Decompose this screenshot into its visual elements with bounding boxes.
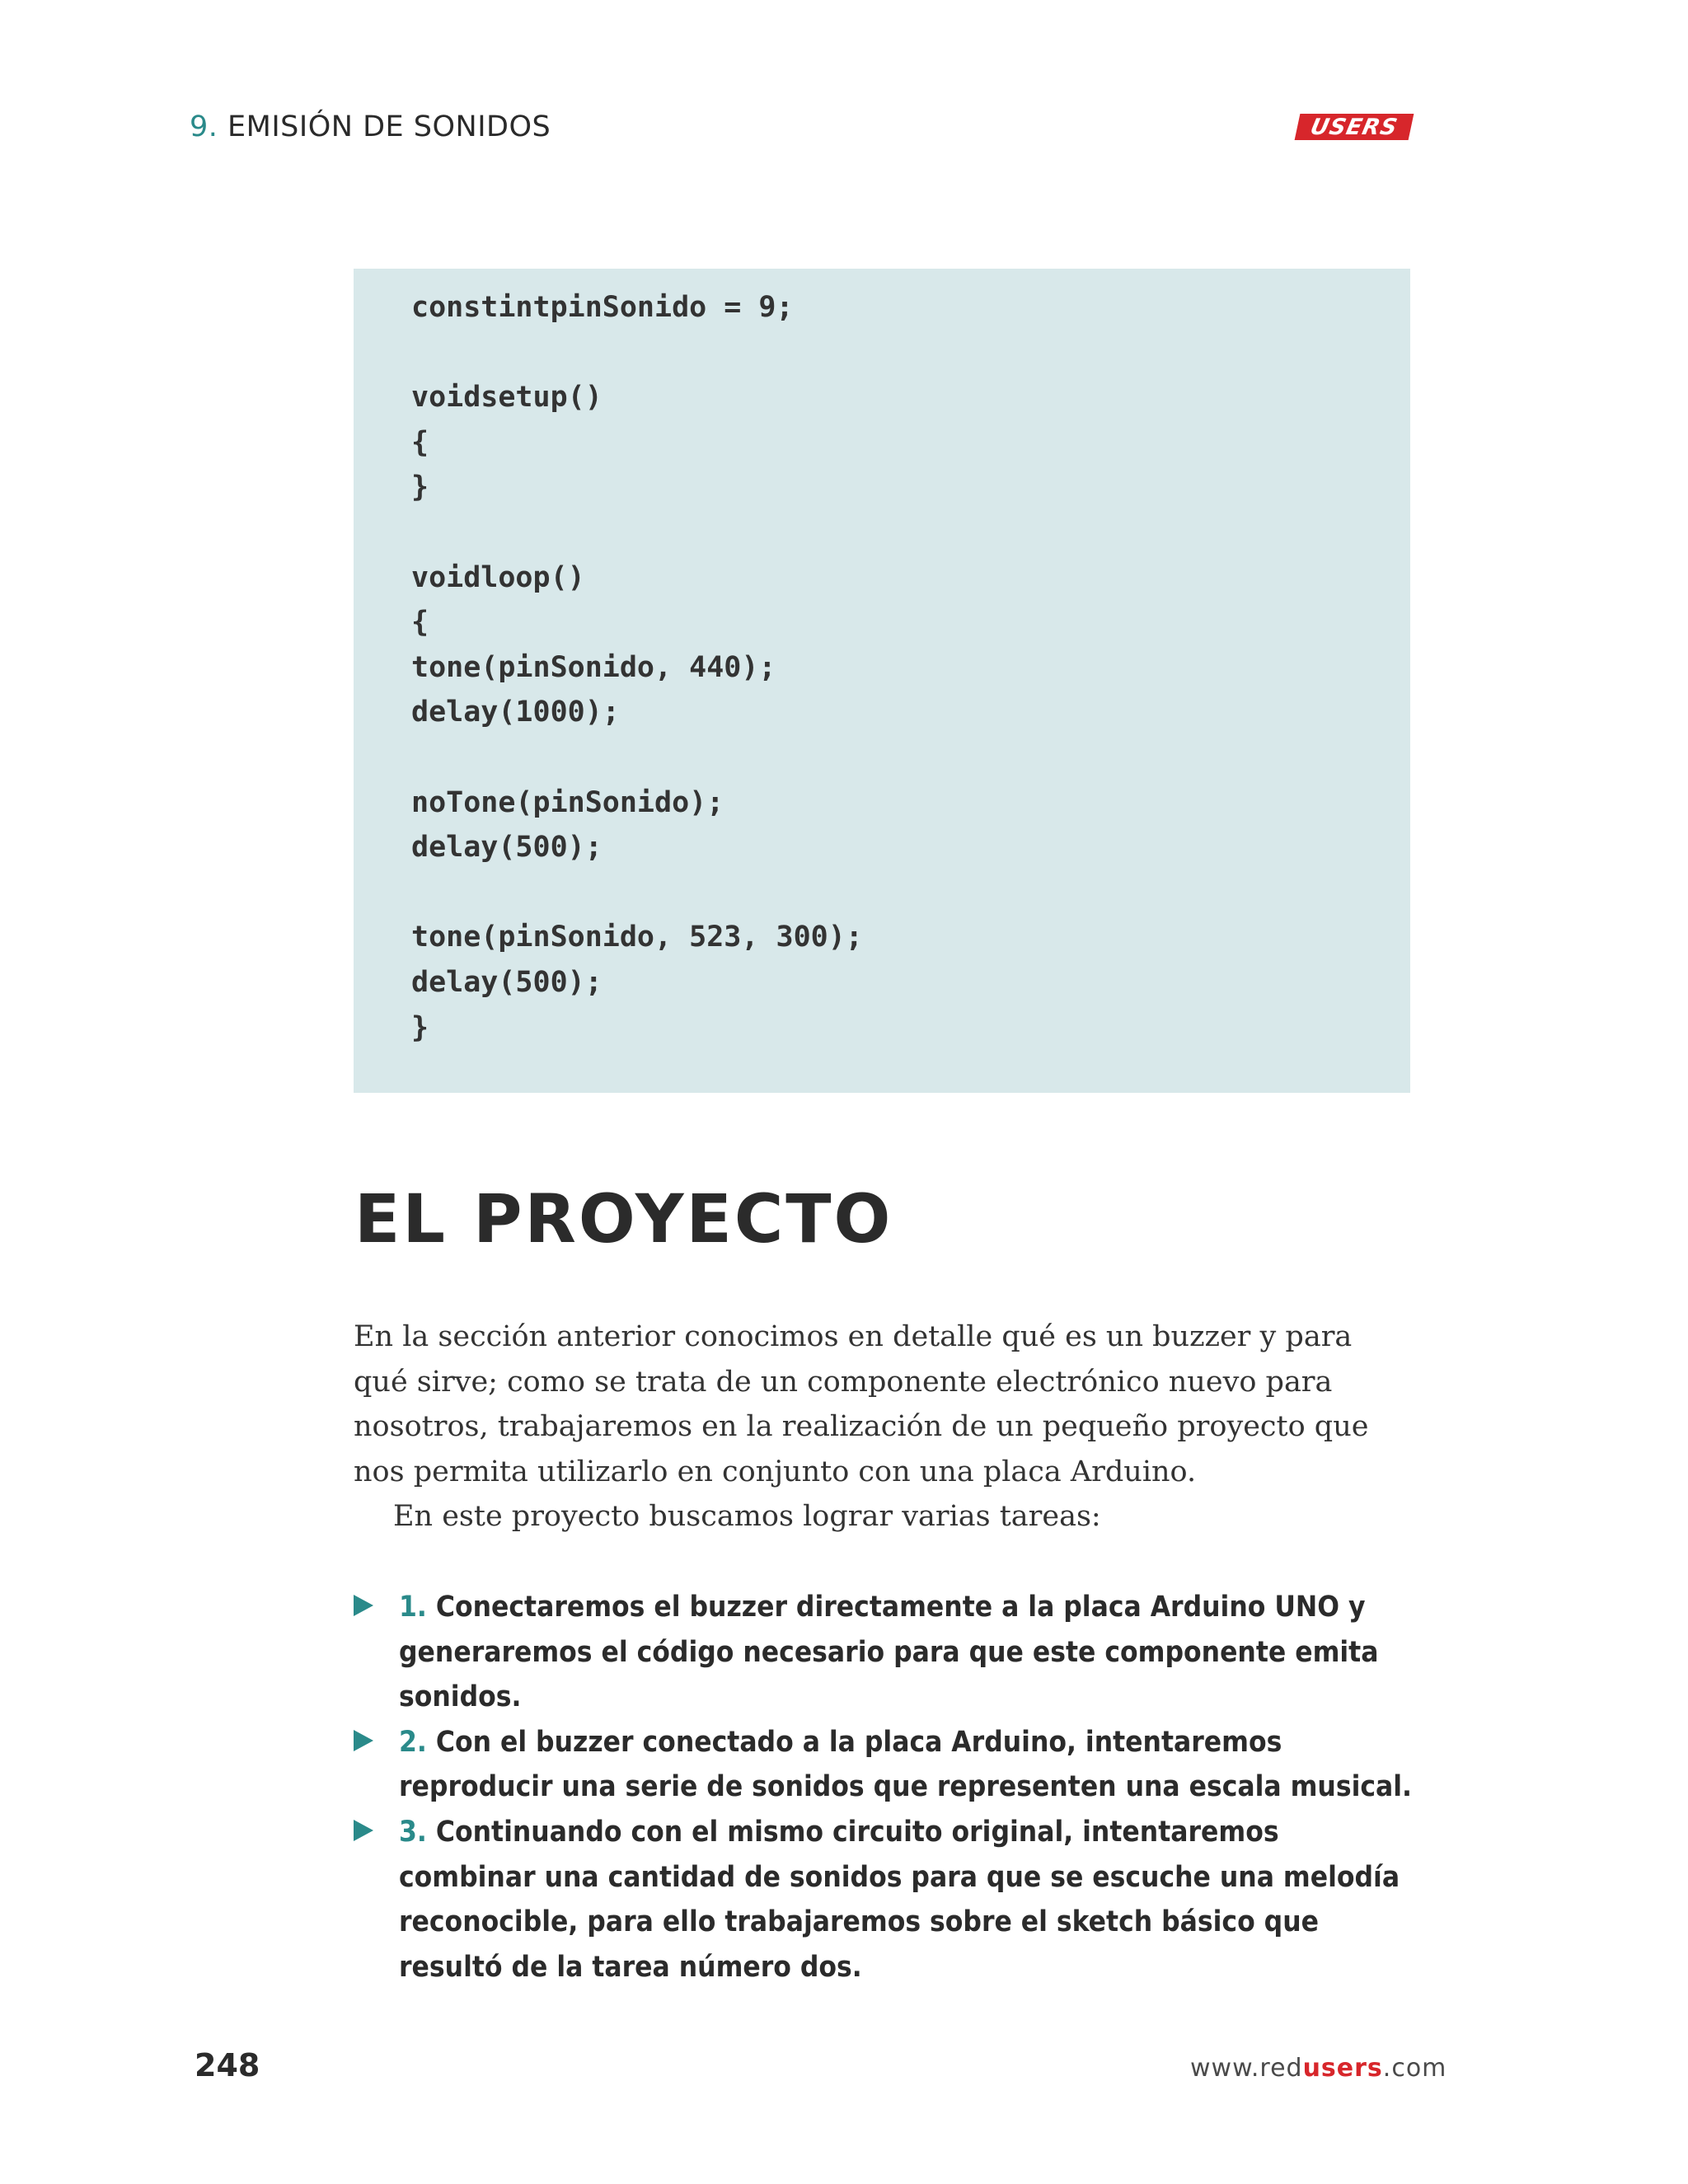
code-line xyxy=(411,510,863,555)
item-text-line: Con el buzzer conectado a la placa Arduino, intentaremos xyxy=(435,1725,1282,1759)
code-line xyxy=(411,870,863,916)
item-number: 2. xyxy=(399,1725,427,1759)
intro-line: En este proyecto buscamos lograr varias tareas: xyxy=(393,1500,1101,1534)
code-line: } xyxy=(411,1010,429,1044)
footer-url: www.redusers.com xyxy=(1190,2054,1447,2083)
item-number: 1. xyxy=(399,1591,427,1624)
paragraph-line: nos permita utilizarlo en conjunto con una placa Arduino. xyxy=(354,1455,1197,1488)
code-line: { xyxy=(411,425,429,459)
code-line xyxy=(411,735,863,780)
item-text-line: Conectaremos el buzzer directamente a la placa Arduino UNO y xyxy=(435,1591,1366,1624)
code-block xyxy=(411,285,863,1050)
code-line: } xyxy=(411,471,429,504)
logo-text: USERS xyxy=(1308,114,1400,140)
code-line: delay(500); xyxy=(411,965,603,999)
paragraph-line: En la sección anterior conocimos en detalle qué es un buzzer y para xyxy=(354,1320,1353,1353)
item-text-line: reconocible, para ello trabajaremos sobre el sketch básico que xyxy=(399,1905,1320,1939)
list-item xyxy=(354,1585,1425,1720)
chapter-title: EMISIÓN DE SONIDOS xyxy=(227,110,551,143)
page-number: 248 xyxy=(195,2047,260,2083)
list-item xyxy=(354,1810,1425,1990)
code-line: constintpinSonido = 9; xyxy=(411,291,794,324)
code-listing xyxy=(354,269,1410,1093)
item-text-line: generaremos el código necesario para que este componente emita xyxy=(399,1635,1379,1669)
item-number: 3. xyxy=(399,1815,427,1849)
code-line: delay(500); xyxy=(411,831,603,865)
running-header xyxy=(190,110,551,143)
paragraph-line: nosotros, trabajaremos en la realización de un pequeño proyecto que xyxy=(354,1410,1369,1444)
code-line: noTone(pinSonido); xyxy=(411,785,724,819)
code-line: tone(pinSonido, 523, 300); xyxy=(411,921,863,954)
code-line: voidloop() xyxy=(411,560,585,594)
body-paragraph xyxy=(354,1315,1425,1540)
code-line: { xyxy=(411,606,429,640)
code-line: tone(pinSonido, 440); xyxy=(411,650,776,684)
paragraph-line: qué sirve; como se trata de un componente electrónico nuevo para xyxy=(354,1365,1333,1399)
users-logo xyxy=(1295,114,1414,140)
task-list xyxy=(354,1585,1425,1990)
item-text-line: combinar una cantidad de sonidos para que se escuche una melodía xyxy=(399,1860,1400,1894)
code-line: voidsetup() xyxy=(411,381,603,415)
code-line: delay(1000); xyxy=(411,696,620,729)
item-text-line: Continuando con el mismo circuito original, intentaremos xyxy=(435,1815,1279,1849)
triangle-bullet-icon xyxy=(354,1820,373,1841)
section-heading: EL PROYECTO xyxy=(354,1181,893,1258)
chapter-number: 9. xyxy=(190,110,218,143)
triangle-bullet-icon xyxy=(354,1730,373,1751)
list-item xyxy=(354,1720,1425,1810)
item-text-line: reproducir una serie de sonidos que representen una escala musical. xyxy=(399,1770,1413,1804)
item-text-line: resultó de la tarea número dos. xyxy=(399,1950,862,1984)
code-line xyxy=(411,330,863,376)
triangle-bullet-icon xyxy=(354,1595,373,1616)
item-text-line: sonidos. xyxy=(399,1680,522,1714)
